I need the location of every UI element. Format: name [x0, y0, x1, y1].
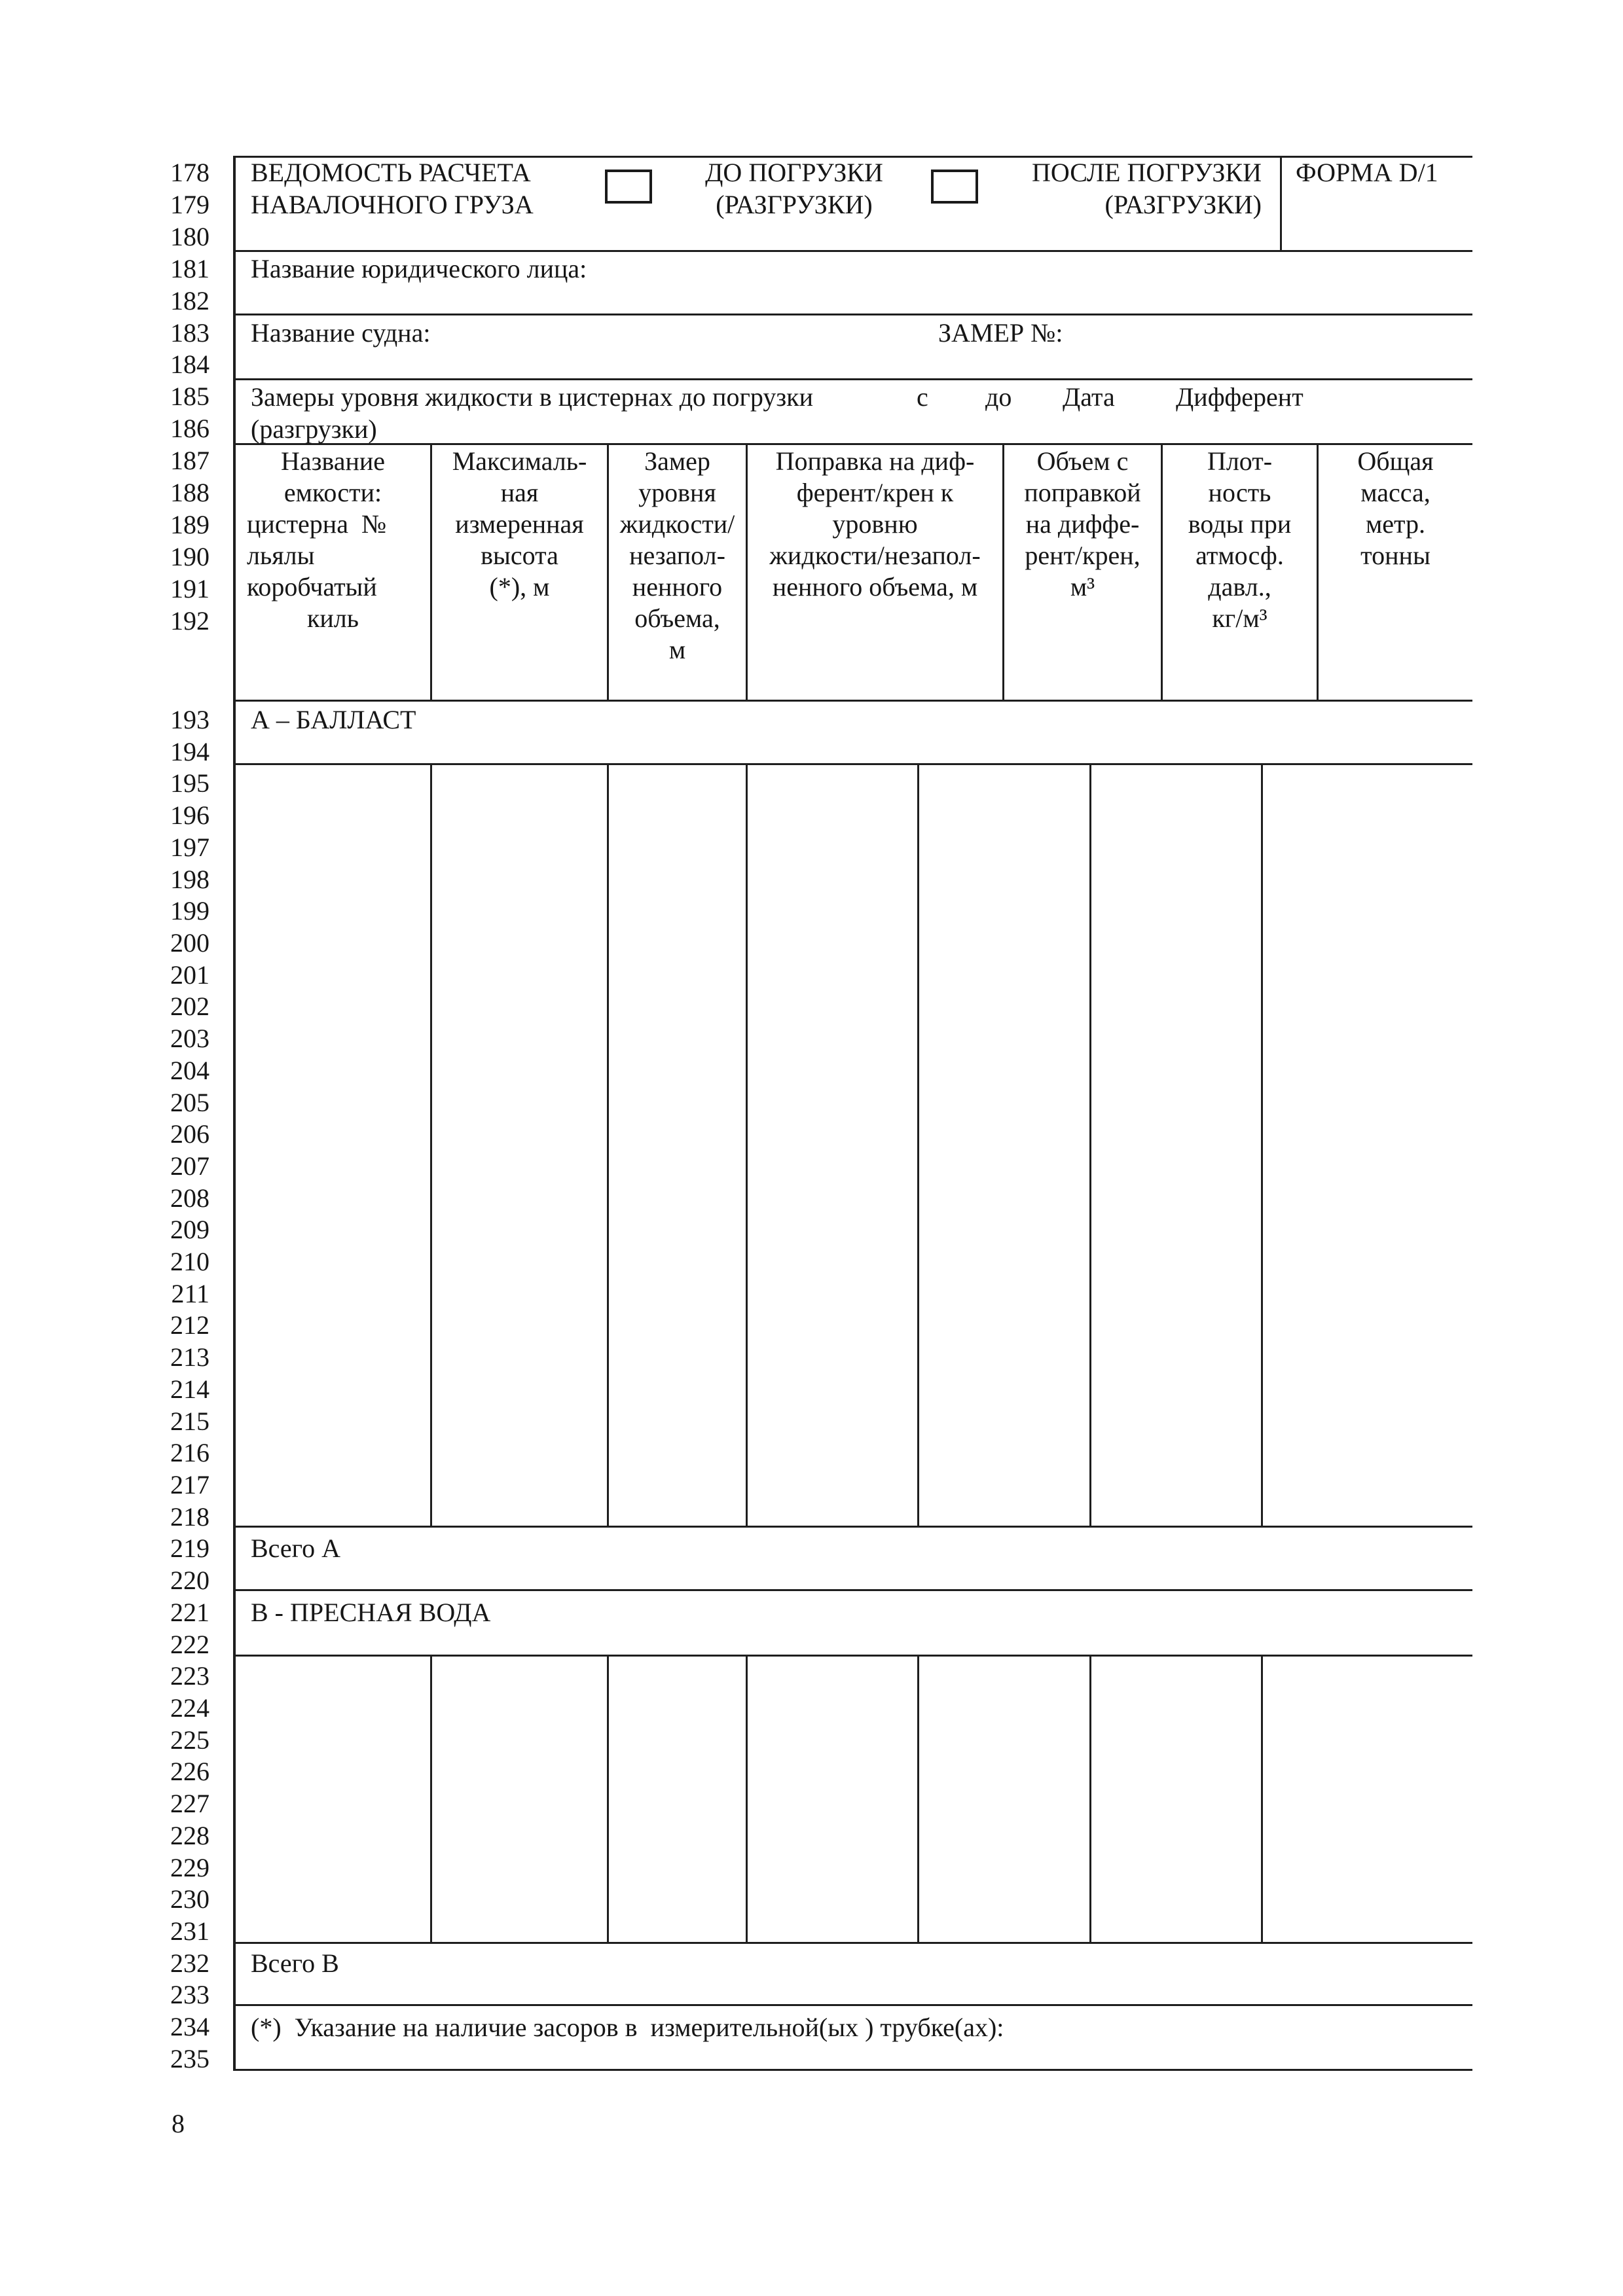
footnote: (*) Указание на наличие засоров в измерительной(ых ) трубке(ах):: [251, 2013, 1004, 2042]
column-header-line: ферент/крен к: [796, 478, 954, 507]
line-number: 181: [170, 254, 210, 283]
line-number: 220: [170, 1566, 210, 1595]
line-number: 231: [170, 1916, 210, 1946]
column-header-line: атмосф.: [1195, 541, 1284, 570]
line-number: 205: [170, 1088, 210, 1117]
after-loading-label-line1: ПОСЛЕ ПОГРУЗКИ: [1031, 158, 1262, 187]
column-header-line: уровню: [832, 509, 918, 539]
line-number: 202: [170, 992, 210, 1021]
line-number: 214: [170, 1374, 210, 1404]
fresh-water-total-label: Всего В: [251, 1948, 339, 1978]
column-header-divider: [430, 444, 432, 700]
ballast-column-divider: [1089, 764, 1091, 1526]
line-number: 232: [170, 1948, 210, 1978]
line-number: 200: [170, 928, 210, 958]
column-header-line: объема,: [634, 603, 720, 633]
date-label: Дата: [1063, 382, 1115, 412]
before-loading-label-line1: ДО ПОГРУЗКИ: [705, 158, 883, 187]
line-number: 226: [170, 1757, 210, 1786]
column-header-line: Название: [280, 446, 386, 476]
column-header-max-height: [432, 446, 607, 603]
line-number: 189: [170, 510, 210, 539]
column-header-liquid-level: [609, 446, 746, 666]
column-header-line: цистерна №: [247, 509, 387, 539]
column-header-total-mass: [1319, 446, 1472, 571]
line-number: 187: [170, 446, 210, 475]
column-header-line: м³: [1070, 572, 1095, 601]
column-header-line: давл.,: [1208, 572, 1271, 601]
column-header-divider: [1002, 444, 1004, 700]
line-number: 222: [170, 1630, 210, 1659]
column-header-bottom-rule: [234, 700, 1472, 702]
fresh-water-column-divider: [1089, 1655, 1091, 1943]
ballast-total-rule: [234, 1589, 1472, 1591]
column-header-line: ненного: [632, 572, 723, 601]
line-number: 190: [170, 542, 210, 571]
column-header-line: высота: [481, 541, 558, 570]
line-number: 217: [170, 1470, 210, 1499]
fresh-water-column-divider: [917, 1655, 919, 1943]
trim-label: Дифферент: [1176, 382, 1304, 412]
form-title-line2: НАВАЛОЧНОГО ГРУЗА: [251, 190, 534, 219]
column-header-trim-correction: [748, 446, 1002, 603]
line-number: 228: [170, 1821, 210, 1850]
line-number: 219: [170, 1534, 210, 1563]
line-number: 207: [170, 1151, 210, 1181]
column-header-line: льялы: [247, 541, 315, 570]
column-header-line: Общая: [1357, 446, 1434, 476]
line-number: 201: [170, 960, 210, 990]
column-header-line: Замер: [644, 446, 710, 476]
column-header-line: Поправка на диф-: [775, 446, 975, 476]
column-header-line: (*), м: [489, 572, 550, 601]
line-number: 199: [170, 896, 210, 925]
after-loading-checkbox[interactable]: [931, 170, 978, 204]
line-number: 203: [170, 1024, 210, 1053]
line-number: 224: [170, 1693, 210, 1723]
header-bottom-rule: [234, 250, 1472, 252]
fresh-water-column-divider: [607, 1655, 609, 1943]
line-number: 179: [170, 190, 210, 219]
line-number: 210: [170, 1247, 210, 1276]
line-number: 188: [170, 478, 210, 507]
column-header-line: масса,: [1360, 478, 1431, 507]
line-number: 185: [170, 382, 210, 411]
ballast-section-title: А – БАЛЛАСТ: [251, 705, 416, 734]
line-number: 180: [170, 222, 210, 251]
fresh-water-body-bottom-rule: [234, 1942, 1472, 1944]
form-id-separator: [1280, 156, 1282, 251]
column-header-water-density: [1163, 446, 1317, 634]
line-number: 191: [170, 574, 210, 603]
column-header-line: ность: [1208, 478, 1271, 507]
line-number: 197: [170, 833, 210, 862]
column-header-tank-name: [236, 446, 430, 634]
measurement-number-label: ЗАМЕР №:: [938, 318, 1063, 348]
column-header-line: поправкой: [1024, 478, 1141, 507]
line-number: 209: [170, 1215, 210, 1244]
ballast-body-bottom-rule: [234, 1526, 1472, 1528]
column-header-corrected-volume: [1004, 446, 1161, 603]
line-number: 234: [170, 2012, 210, 2041]
line-number: 215: [170, 1407, 210, 1436]
column-header-line: Плот-: [1207, 446, 1273, 476]
line-number: 195: [170, 768, 210, 798]
line-number: 208: [170, 1183, 210, 1213]
tank-levels-label-line1: Замеры уровня жидкости в цистернах до погрузки: [251, 382, 813, 412]
column-header-line: ненного объема, м: [772, 572, 978, 601]
ship-name-label: Название судна:: [251, 318, 431, 348]
ballast-column-divider: [917, 764, 919, 1526]
ballast-column-divider: [1261, 764, 1263, 1526]
column-header-line: на диффе-: [1025, 509, 1140, 539]
page-number: 8: [172, 2109, 185, 2138]
form-id: ФОРМА D/1: [1296, 158, 1438, 187]
line-number: 198: [170, 865, 210, 894]
column-header-divider: [607, 444, 609, 700]
before-loading-label-line2: (РАЗГРУЗКИ): [716, 190, 873, 219]
line-number: 211: [171, 1279, 210, 1308]
line-number: 212: [170, 1310, 210, 1340]
after-loading-label-line2: (РАЗГРУЗКИ): [1104, 190, 1262, 219]
line-number: 192: [170, 606, 210, 636]
column-header-line: тонны: [1360, 541, 1431, 570]
line-number: 196: [170, 800, 210, 830]
column-header-divider: [1161, 444, 1163, 700]
column-header-line: метр.: [1365, 509, 1426, 539]
fresh-water-column-divider: [746, 1655, 748, 1943]
line-number: 184: [170, 350, 210, 379]
column-header-line: жидкости/незапол-: [769, 541, 981, 570]
ballast-column-divider: [607, 764, 609, 1526]
line-number: 193: [170, 705, 210, 734]
column-header-line: Максималь-: [452, 446, 587, 476]
tank-levels-rule: [234, 443, 1472, 445]
line-number: 225: [170, 1725, 210, 1755]
line-number: 178: [170, 158, 210, 187]
fresh-water-title-rule: [234, 1655, 1472, 1657]
from-label: с: [917, 382, 928, 412]
ballast-column-divider: [430, 764, 432, 1526]
line-number: 182: [170, 286, 210, 315]
column-header-line: коробчатый: [247, 572, 377, 601]
ballast-title-rule: [234, 763, 1472, 765]
fresh-water-section-title: В - ПРЕСНАЯ ВОДА: [251, 1598, 491, 1627]
fresh-water-total-rule: [234, 2004, 1472, 2006]
line-number: 183: [170, 318, 210, 348]
table-bottom-border: [234, 2069, 1472, 2071]
column-header-line: измеренная: [455, 509, 584, 539]
column-header-divider: [746, 444, 748, 700]
column-header-line: ная: [500, 478, 539, 507]
line-number: 213: [170, 1342, 210, 1372]
line-number: 223: [170, 1661, 210, 1691]
form-title-line1: ВЕДОМОСТЬ РАСЧЕТА: [251, 158, 531, 187]
column-header-line: уровня: [638, 478, 716, 507]
line-number: 218: [170, 1502, 210, 1532]
fresh-water-column-divider: [430, 1655, 432, 1943]
line-number: 194: [170, 737, 210, 766]
line-number: 233: [170, 1980, 210, 2009]
ballast-column-divider: [746, 764, 748, 1526]
column-header-line: кг/м³: [1212, 603, 1267, 633]
line-number: 230: [170, 1884, 210, 1914]
line-number: 229: [170, 1853, 210, 1882]
line-number: 221: [170, 1598, 210, 1627]
tank-levels-label-line2: (разгрузки): [251, 414, 377, 444]
line-number: 206: [170, 1119, 210, 1149]
column-header-line: рент/крен,: [1025, 541, 1140, 570]
column-header-line: Объем с: [1036, 446, 1129, 476]
legal-entity-label: Название юридического лица:: [251, 254, 587, 283]
before-loading-checkbox[interactable]: [605, 170, 652, 204]
fresh-water-column-divider: [1261, 1655, 1263, 1943]
column-header-line: емкости:: [283, 478, 382, 507]
column-header-line: незапол-: [629, 541, 725, 570]
column-header-line: м: [668, 635, 686, 664]
ship-name-rule: [234, 378, 1472, 380]
ballast-total-label: Всего А: [251, 1534, 340, 1563]
column-header-line: киль: [306, 603, 359, 633]
line-number: 204: [170, 1056, 210, 1085]
column-header-line: жидкости/: [619, 509, 735, 539]
line-number: 186: [170, 414, 210, 443]
column-header-divider: [1317, 444, 1319, 700]
column-header-line: воды при: [1188, 509, 1292, 539]
line-number: 235: [170, 2044, 210, 2073]
line-number: 227: [170, 1789, 210, 1818]
legal-entity-rule: [234, 314, 1472, 315]
to-label: до: [985, 382, 1012, 412]
line-number: 216: [170, 1438, 210, 1467]
